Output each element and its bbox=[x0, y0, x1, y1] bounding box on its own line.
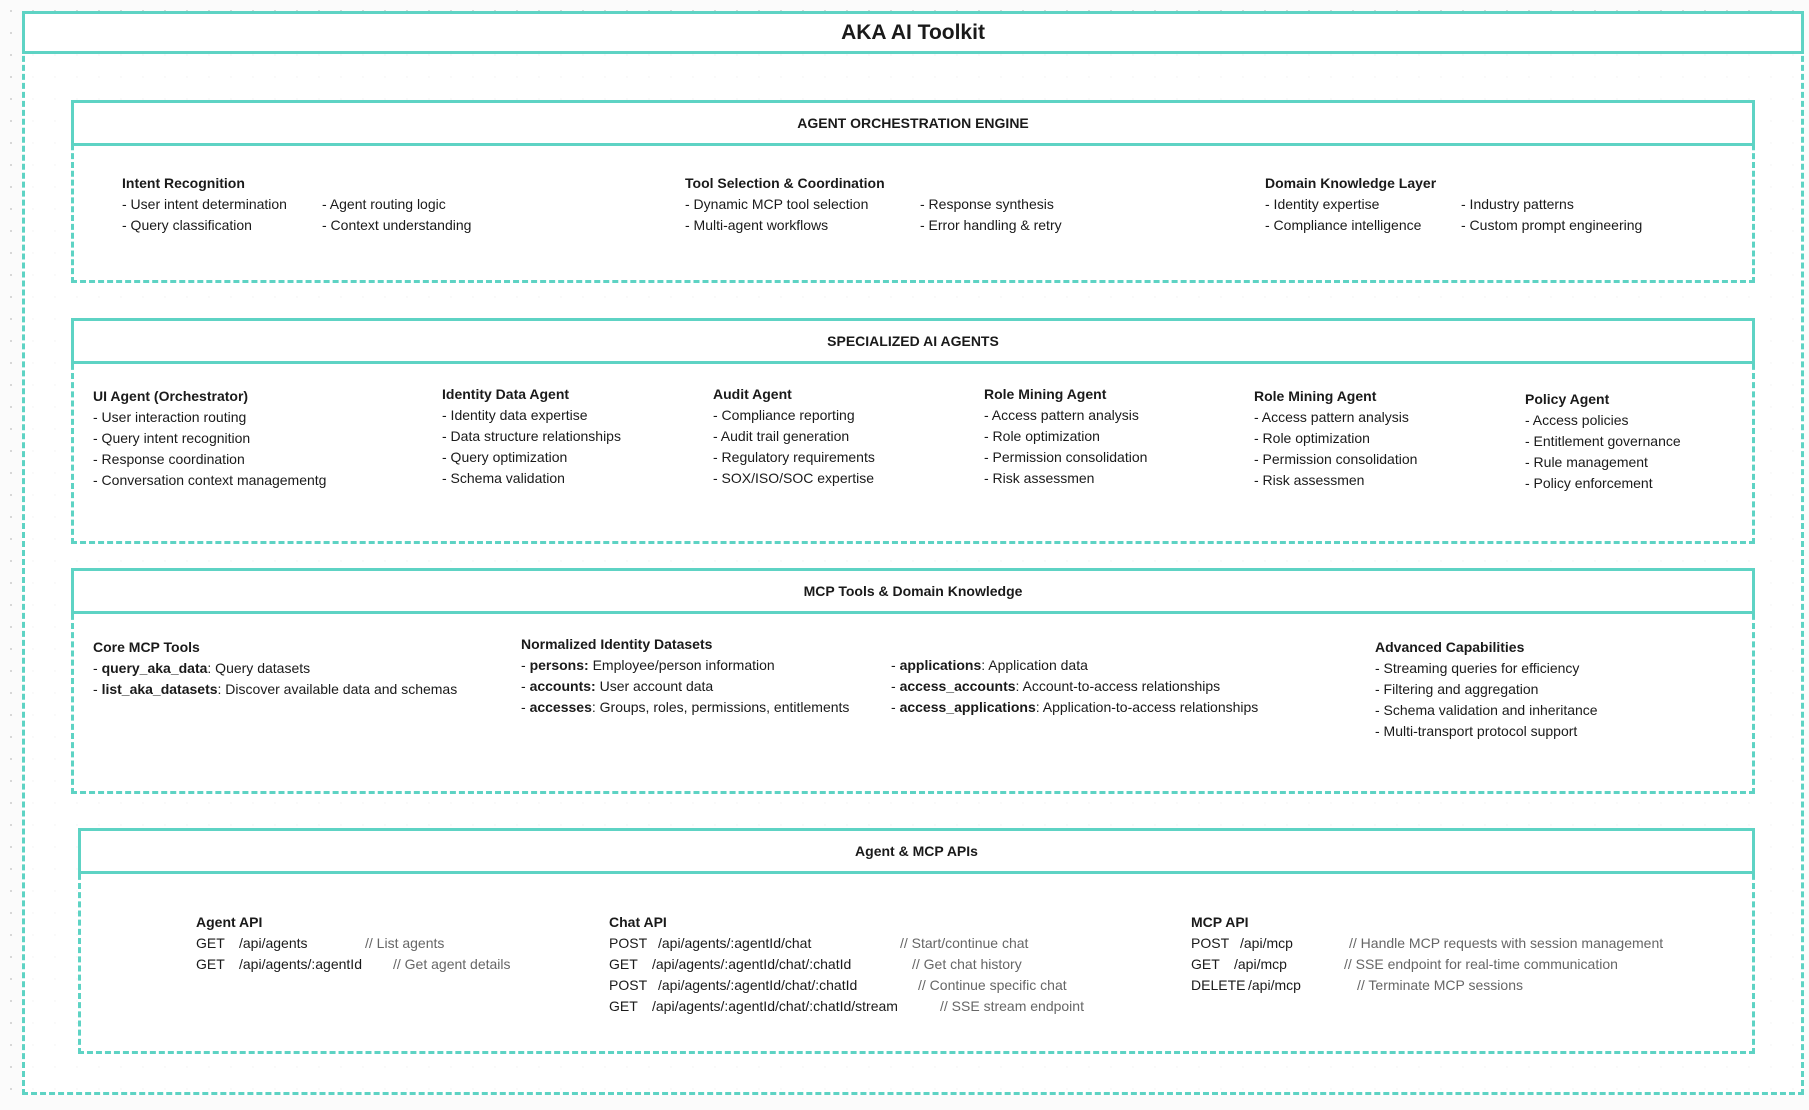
api-row bbox=[609, 996, 1084, 1017]
api-row bbox=[1191, 954, 1663, 975]
agent-line: - Access pattern analysis bbox=[1254, 409, 1409, 425]
http-method: POST bbox=[609, 977, 648, 993]
agent-line: - Query optimization bbox=[442, 449, 568, 465]
tool-line: - Error handling & retry bbox=[920, 217, 1062, 233]
toolkit-title: AKA AI Toolkit bbox=[22, 11, 1804, 54]
intent-line: - User intent determination bbox=[122, 196, 287, 212]
http-method: GET bbox=[196, 935, 225, 951]
chat-api-title: Chat API bbox=[609, 914, 667, 930]
dataset-desc: User account data bbox=[595, 678, 714, 694]
agent-line: - SOX/ISO/SOC expertise bbox=[713, 470, 875, 486]
intent-line: - Agent routing logic bbox=[322, 196, 446, 212]
domain-knowledge-title: Domain Knowledge Layer bbox=[1265, 175, 1437, 191]
api-comment: // SSE endpoint for real-time communication bbox=[1344, 956, 1618, 972]
agent-title: UI Agent (Orchestrator) bbox=[93, 388, 249, 404]
agent-card-role-mining-2 bbox=[1254, 386, 1417, 491]
agent-card-policy bbox=[1525, 389, 1681, 494]
tool-desc: : Query datasets bbox=[207, 660, 311, 676]
intent-recognition-title: Intent Recognition bbox=[122, 175, 245, 191]
dataset-line: - accesses: Groups, roles, permissions, entitlements bbox=[521, 699, 850, 715]
dataset-name: accesses bbox=[529, 699, 592, 715]
mcp-tool-line: - list_aka_datasets: Discover available data and schemas bbox=[93, 681, 458, 697]
dataset-name: persons: bbox=[529, 657, 589, 673]
agent-line: - Audit trail generation bbox=[713, 428, 850, 444]
dataset-line: - applications: Application data bbox=[891, 657, 1088, 673]
dataset-desc: : Account-to-access relationships bbox=[1015, 678, 1221, 694]
capability-line: - Multi-transport protocol support bbox=[1375, 723, 1578, 739]
dataset-desc: Employee/person information bbox=[588, 657, 775, 673]
advanced-capabilities-title: Advanced Capabilities bbox=[1375, 639, 1525, 655]
api-row bbox=[609, 933, 1084, 954]
http-method: GET bbox=[1191, 956, 1220, 972]
capability-line: - Schema validation and inheritance bbox=[1375, 702, 1598, 718]
dataset-line: - accounts: User account data bbox=[521, 678, 714, 694]
api-path: /api/mcp bbox=[1234, 956, 1287, 972]
agent-title: Policy Agent bbox=[1525, 391, 1610, 407]
tool-desc: : Discover available data and schemas bbox=[217, 681, 458, 697]
agent-card-audit bbox=[713, 384, 875, 489]
domain-line: - Industry patterns bbox=[1461, 196, 1574, 212]
api-path: /api/agents/:agentId/chat/:chatId/stream bbox=[652, 998, 898, 1014]
api-row bbox=[609, 975, 1084, 996]
agent-line: - Access policies bbox=[1525, 412, 1629, 428]
dataset-desc: : Application-to-access relationships bbox=[1035, 699, 1259, 715]
domain-line: - Compliance intelligence bbox=[1265, 217, 1422, 233]
mcp-tools-title: MCP Tools & Domain Knowledge bbox=[71, 568, 1755, 614]
api-comment: // Terminate MCP sessions bbox=[1357, 977, 1523, 993]
http-method: GET bbox=[609, 998, 638, 1014]
api-comment: // Continue specific chat bbox=[918, 977, 1067, 993]
http-method: GET bbox=[609, 956, 638, 972]
api-row bbox=[196, 954, 511, 975]
agent-line: - Rule management bbox=[1525, 454, 1648, 470]
tool-line: - Response synthesis bbox=[920, 196, 1054, 212]
orchestration-title: AGENT ORCHESTRATION ENGINE bbox=[71, 100, 1755, 146]
domain-line: - Custom prompt engineering bbox=[1461, 217, 1643, 233]
agent-line: - Response coordination bbox=[93, 451, 245, 467]
agent-title: Role Mining Agent bbox=[1254, 388, 1377, 404]
api-path: /api/agents/:agentId/chat/:chatId bbox=[658, 977, 858, 993]
http-method: POST bbox=[609, 935, 648, 951]
agent-title: Role Mining Agent bbox=[984, 386, 1107, 402]
agent-card-identity bbox=[442, 384, 621, 489]
chat-api-block bbox=[609, 912, 1084, 1017]
http-method: GET bbox=[196, 956, 225, 972]
tool-name: list_aka_datasets bbox=[101, 681, 218, 697]
tool-selection-block bbox=[685, 173, 1062, 236]
api-comment: // Handle MCP requests with session management bbox=[1349, 935, 1664, 951]
agent-api-block bbox=[196, 912, 511, 975]
dataset-desc: : Application data bbox=[981, 657, 1088, 673]
api-comment: // Get agent details bbox=[393, 956, 511, 972]
api-row bbox=[1191, 933, 1663, 954]
api-path: /api/agents bbox=[239, 935, 308, 951]
intent-line: - Context understanding bbox=[322, 217, 472, 233]
mcp-api-title: MCP API bbox=[1191, 914, 1249, 930]
agents-title: SPECIALIZED AI AGENTS bbox=[71, 318, 1755, 364]
agent-card-role-mining bbox=[984, 384, 1147, 489]
http-method: DELETE bbox=[1191, 977, 1246, 993]
tool-selection-title: Tool Selection & Coordination bbox=[685, 175, 885, 191]
datasets-title: Normalized Identity Datasets bbox=[521, 636, 713, 652]
api-comment: // Start/continue chat bbox=[900, 935, 1029, 951]
agent-line: - Compliance reporting bbox=[713, 407, 855, 423]
api-comment: // List agents bbox=[365, 935, 445, 951]
domain-line: - Identity expertise bbox=[1265, 196, 1380, 212]
agent-line: - Query intent recognition bbox=[93, 430, 251, 446]
dataset-name: access_applications bbox=[899, 699, 1036, 715]
capability-line: - Streaming queries for efficiency bbox=[1375, 660, 1580, 676]
api-path: /api/mcp bbox=[1248, 977, 1301, 993]
agent-line: - Regulatory requirements bbox=[713, 449, 875, 465]
http-method: POST bbox=[1191, 935, 1230, 951]
dataset-name: access_accounts bbox=[899, 678, 1016, 694]
intent-recognition-block bbox=[122, 173, 471, 236]
agent-title: Identity Data Agent bbox=[442, 386, 570, 402]
core-mcp-tools-title: Core MCP Tools bbox=[93, 639, 200, 655]
core-mcp-tools-block bbox=[93, 637, 457, 700]
dataset-line: - persons: Employee/person information bbox=[521, 657, 775, 673]
tool-name: query_aka_data bbox=[101, 660, 208, 676]
dataset-name: accounts: bbox=[529, 678, 596, 694]
api-row bbox=[196, 933, 511, 954]
datasets-block bbox=[521, 634, 849, 718]
tool-line: - Dynamic MCP tool selection bbox=[685, 196, 869, 212]
datasets-block-2 bbox=[891, 655, 1258, 718]
capability-line: - Filtering and aggregation bbox=[1375, 681, 1539, 697]
agent-line: - Conversation context managementg bbox=[93, 472, 327, 488]
agent-line: - Risk assessmen bbox=[984, 470, 1095, 486]
api-comment: // SSE stream endpoint bbox=[940, 998, 1084, 1014]
agent-line: - Policy enforcement bbox=[1525, 475, 1653, 491]
agent-line: - Risk assessmen bbox=[1254, 472, 1365, 488]
dataset-line: - access_applications: Application-to-access relationships bbox=[891, 699, 1259, 715]
agent-line: - Access pattern analysis bbox=[984, 407, 1139, 423]
api-comment: // Get chat history bbox=[912, 956, 1022, 972]
apis-title: Agent & MCP APIs bbox=[78, 828, 1755, 874]
mcp-tool-line: - query_aka_data: Query datasets bbox=[93, 660, 311, 676]
api-path: /api/agents/:agentId/chat bbox=[658, 935, 812, 951]
agent-api-title: Agent API bbox=[196, 914, 263, 930]
dataset-line: - access_accounts: Account-to-access relationships bbox=[891, 678, 1221, 694]
mcp-api-block bbox=[1191, 912, 1663, 996]
api-row bbox=[609, 954, 1084, 975]
agent-card-ui bbox=[93, 386, 326, 491]
advanced-capabilities-block bbox=[1375, 637, 1598, 742]
agent-line: - Schema validation bbox=[442, 470, 565, 486]
agent-line: - User interaction routing bbox=[93, 409, 247, 425]
api-path: /api/mcp bbox=[1240, 935, 1293, 951]
dataset-name: applications bbox=[899, 657, 982, 673]
agent-line: - Permission consolidation bbox=[984, 449, 1148, 465]
agent-title: Audit Agent bbox=[713, 386, 792, 402]
agent-line: - Role optimization bbox=[984, 428, 1100, 444]
agent-line: - Data structure relationships bbox=[442, 428, 621, 444]
tool-line: - Multi-agent workflows bbox=[685, 217, 829, 233]
agent-line: - Entitlement governance bbox=[1525, 433, 1681, 449]
api-path: /api/agents/:agentId bbox=[239, 956, 362, 972]
agent-line: - Permission consolidation bbox=[1254, 451, 1418, 467]
agent-line: - Identity data expertise bbox=[442, 407, 588, 423]
domain-knowledge-block bbox=[1265, 173, 1642, 236]
api-path: /api/agents/:agentId/chat/:chatId bbox=[652, 956, 852, 972]
intent-line: - Query classification bbox=[122, 217, 252, 233]
api-row bbox=[1191, 975, 1663, 996]
agent-line: - Role optimization bbox=[1254, 430, 1370, 446]
dataset-desc: : Groups, roles, permissions, entitlements bbox=[591, 699, 850, 715]
